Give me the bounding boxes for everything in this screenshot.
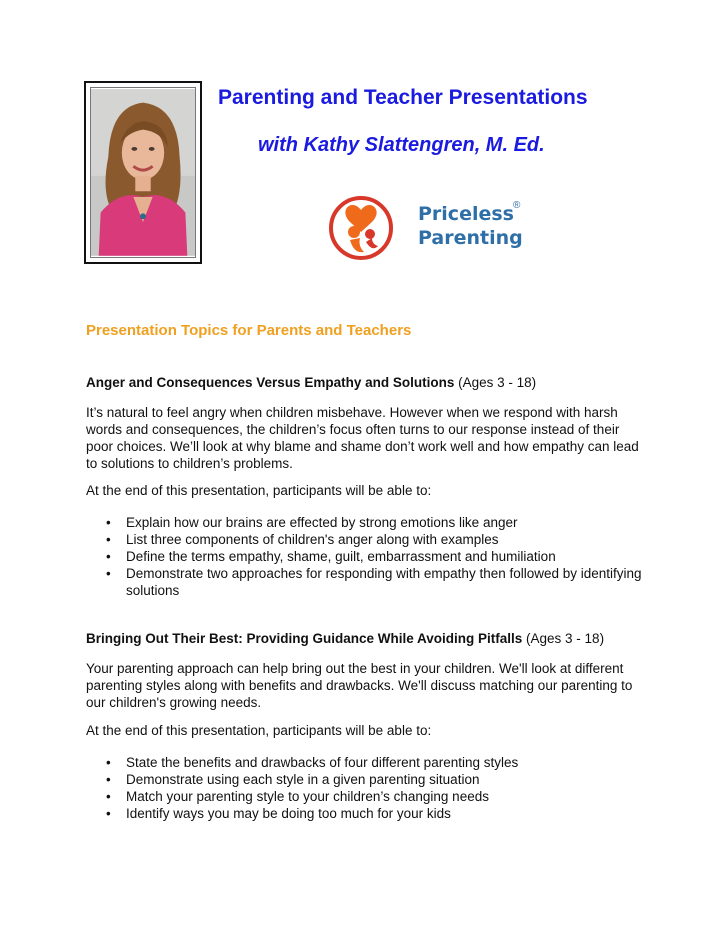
- presenter-portrait-icon: [91, 88, 195, 257]
- priceless-parenting-logo: [328, 192, 538, 262]
- list-item: • Define the terms empathy, shame, guilt, embarrassment and humiliation: [86, 548, 646, 565]
- list-item: • State the benefits and drawbacks of four different parenting styles: [86, 754, 646, 771]
- presenter-photo: [84, 81, 202, 264]
- topic-description: Your parenting approach can help bring out the best in your children. We'll look at different parenting styles along with benefits and drawbacks. We'll discuss matching our parenting to our children's growing needs.: [86, 661, 633, 710]
- list-item: • Demonstrate using each style in a given parenting situation: [86, 771, 646, 788]
- topic-objectives-list: [86, 514, 646, 599]
- list-item: • Match your parenting style to your children’s changing needs: [86, 788, 646, 805]
- topic-objectives-intro: At the end of this presentation, participants will be able to:: [86, 483, 432, 498]
- list-item: • List three components of children's anger along with examples: [86, 531, 646, 548]
- list-item: • Identify ways you may be doing too much for your kids: [86, 805, 646, 822]
- topic-description: It’s natural to feel angry when children misbehave. However when we respond with harsh words and consequences, the children’s focus often turns to our response instead of their poor choices. We’ll look at why blame and shame don’t work well and how empathy can lead to solutions to children’s problems.: [86, 405, 639, 471]
- topic-ages: (Ages 3 - 18): [522, 631, 605, 646]
- topic-title: [86, 630, 604, 647]
- logo-line1: Priceless: [418, 203, 514, 225]
- priceless-parenting-logo-icon: [328, 192, 394, 262]
- logo-line2: Parenting: [418, 227, 523, 249]
- topic-name: Bringing Out Their Best: Providing Guidance While Avoiding Pitfalls: [86, 631, 523, 646]
- registered-mark: ®: [513, 200, 521, 211]
- topic-title: [86, 374, 536, 391]
- list-item: • Explain how our brains are effected by strong emotions like anger: [86, 514, 646, 531]
- topic-objectives-intro: At the end of this presentation, participants will be able to:: [86, 723, 432, 738]
- page-title: Parenting and Teacher Presentations: [218, 86, 588, 109]
- logo-wordmark: [418, 202, 523, 250]
- topic-name: Anger and Consequences Versus Empathy and Solutions: [86, 375, 455, 390]
- topic-objectives-list: [86, 754, 646, 822]
- page-subtitle: with Kathy Slattengren, M. Ed.: [258, 134, 545, 156]
- topic-ages: (Ages 3 - 18): [454, 375, 537, 390]
- list-item: • Demonstrate two approaches for responding with empathy then followed by identifying solutions: [86, 565, 646, 599]
- section-heading: Presentation Topics for Parents and Teachers: [86, 322, 412, 339]
